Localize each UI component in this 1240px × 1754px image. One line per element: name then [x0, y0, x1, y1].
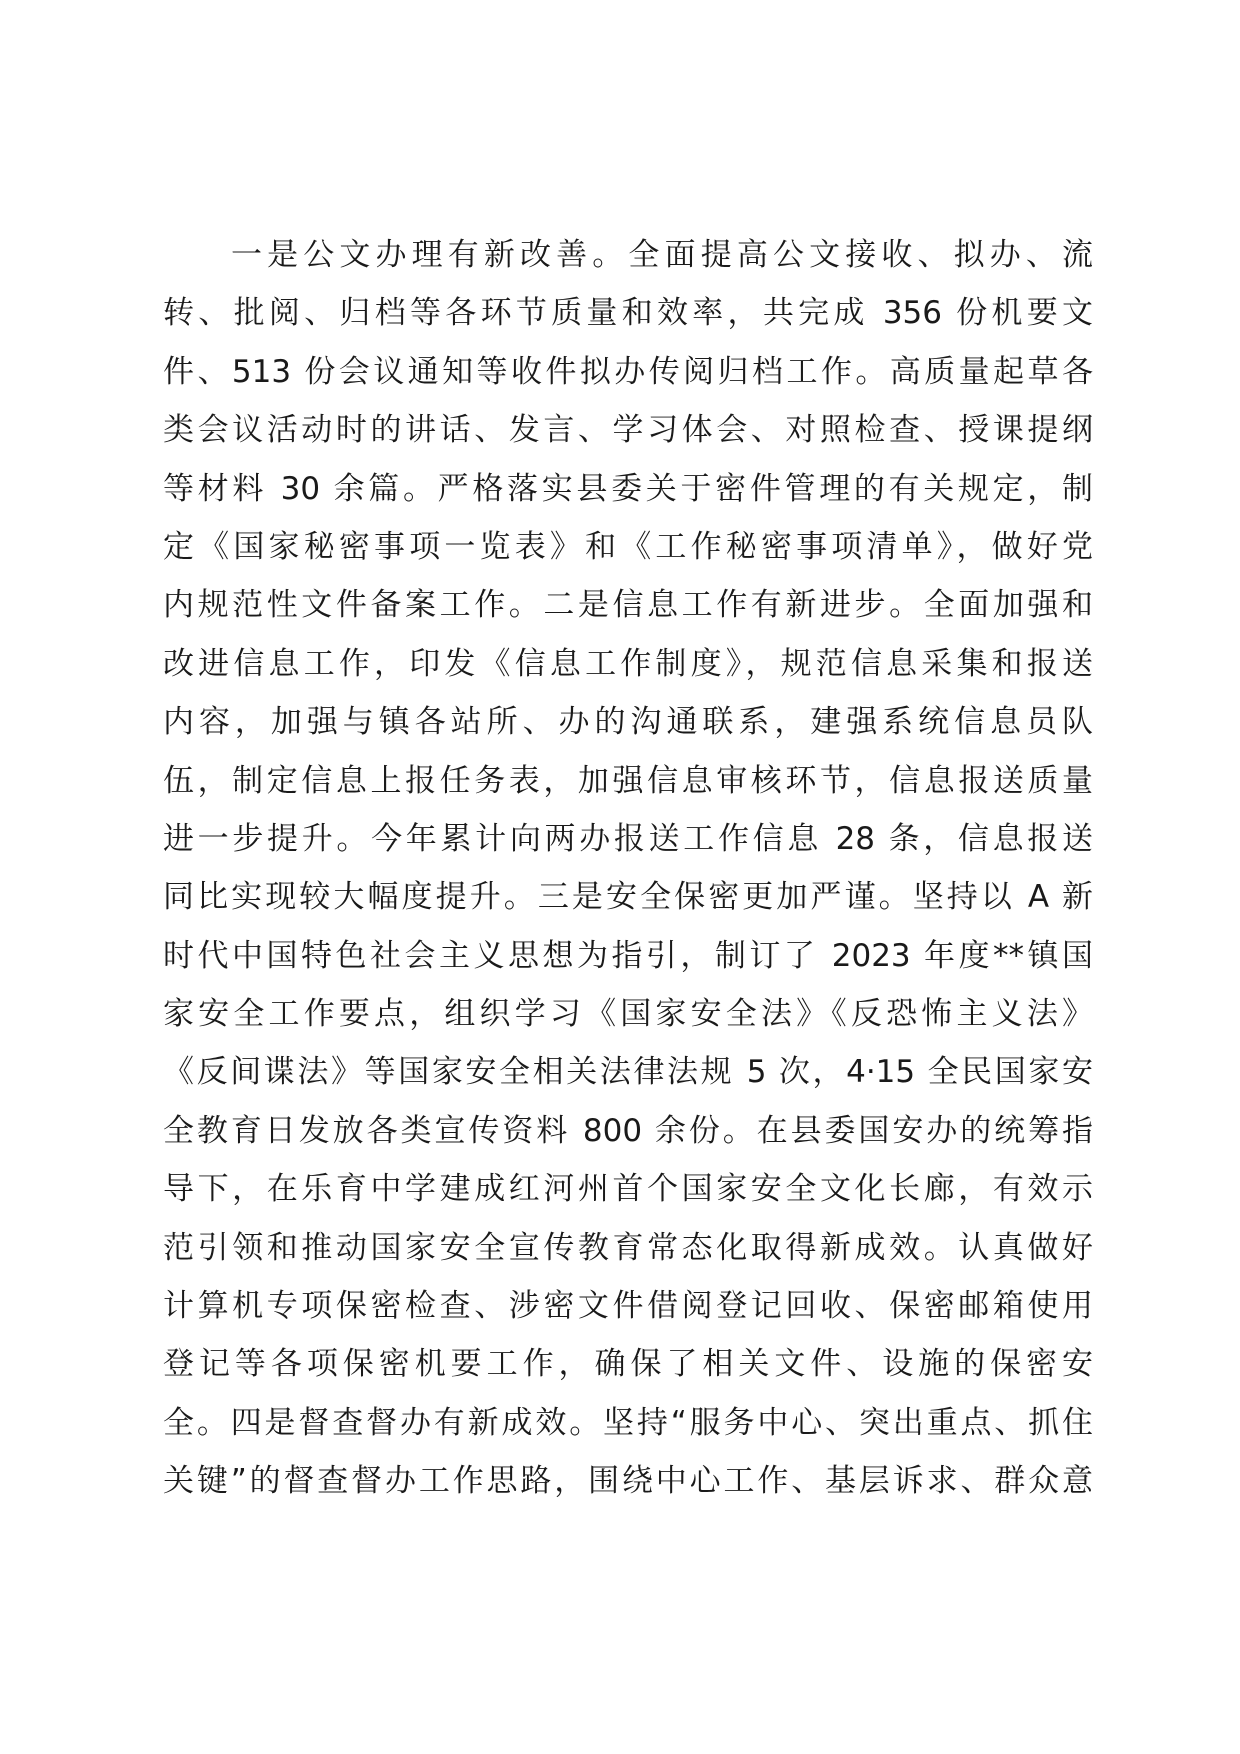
text-line: 家安全工作要点，组织学习《国家安全法》《反恐怖主义法》: [163, 996, 1093, 1033]
text-line: 全教育日发放各类宣传资料 800 余份。在县委国安办的统筹指: [163, 1112, 1093, 1149]
body-paragraph: [163, 226, 1093, 1511]
text-line: 类会议活动时的讲话、发言、学习体会、对照检查、授课提纲: [163, 412, 1093, 449]
text-line: 进一步提升。今年累计向两办报送工作信息 28 条，信息报送: [163, 820, 1093, 857]
text-line: 关键”的督查督办工作思路，围绕中心工作、基层诉求、群众意: [163, 1463, 1093, 1500]
text-line: 改进信息工作，印发《信息工作制度》，规范信息采集和报送: [163, 645, 1093, 682]
text-line: 定《国家秘密事项一览表》和《工作秘密事项清单》，做好党: [163, 528, 1093, 565]
text-line: 内容，加强与镇各站所、办的沟通联系，建强系统信息员队: [163, 704, 1093, 741]
text-line: 同比实现较大幅度提升。三是安全保密更加严谨。坚持以 A 新: [163, 879, 1093, 916]
text-line: 《反间谍法》等国家安全相关法律法规 5 次，4·15 全民国家安: [163, 1054, 1093, 1091]
text-line: 一是公文办理有新改善。全面提高公文接收、拟办、流: [231, 237, 1093, 273]
text-line: 内规范性文件备案工作。二是信息工作有新进步。全面加强和: [163, 587, 1093, 624]
text-line: 全。四是督查督办有新成效。坚持“服务中心、突出重点、抓住: [163, 1404, 1093, 1441]
text-line: 范引领和推动国家安全宣传教育常态化取得新成效。认真做好: [163, 1229, 1093, 1266]
text-line: 时代中国特色社会主义思想为指引，制订了 2023 年度**镇国: [163, 937, 1093, 974]
text-line: 登记等各项保密机要工作，确保了相关文件、设施的保密安: [163, 1346, 1093, 1383]
text-line: 转、批阅、归档等各环节质量和效率，共完成 356 份机要文: [163, 295, 1093, 332]
text-line: 件、513 份会议通知等收件拟办传阅归档工作。高质量起草各: [163, 353, 1093, 390]
text-line: 等材料 30 余篇。严格落实县委关于密件管理的有关规定，制: [163, 470, 1093, 507]
text-line: 伍，制定信息上报任务表，加强信息审核环节，信息报送质量: [163, 762, 1093, 799]
text-line: 计算机专项保密检查、涉密文件借阅登记回收、保密邮箱使用: [163, 1288, 1093, 1325]
text-line: 导下，在乐育中学建成红河州首个国家安全文化长廊，有效示: [163, 1171, 1093, 1208]
